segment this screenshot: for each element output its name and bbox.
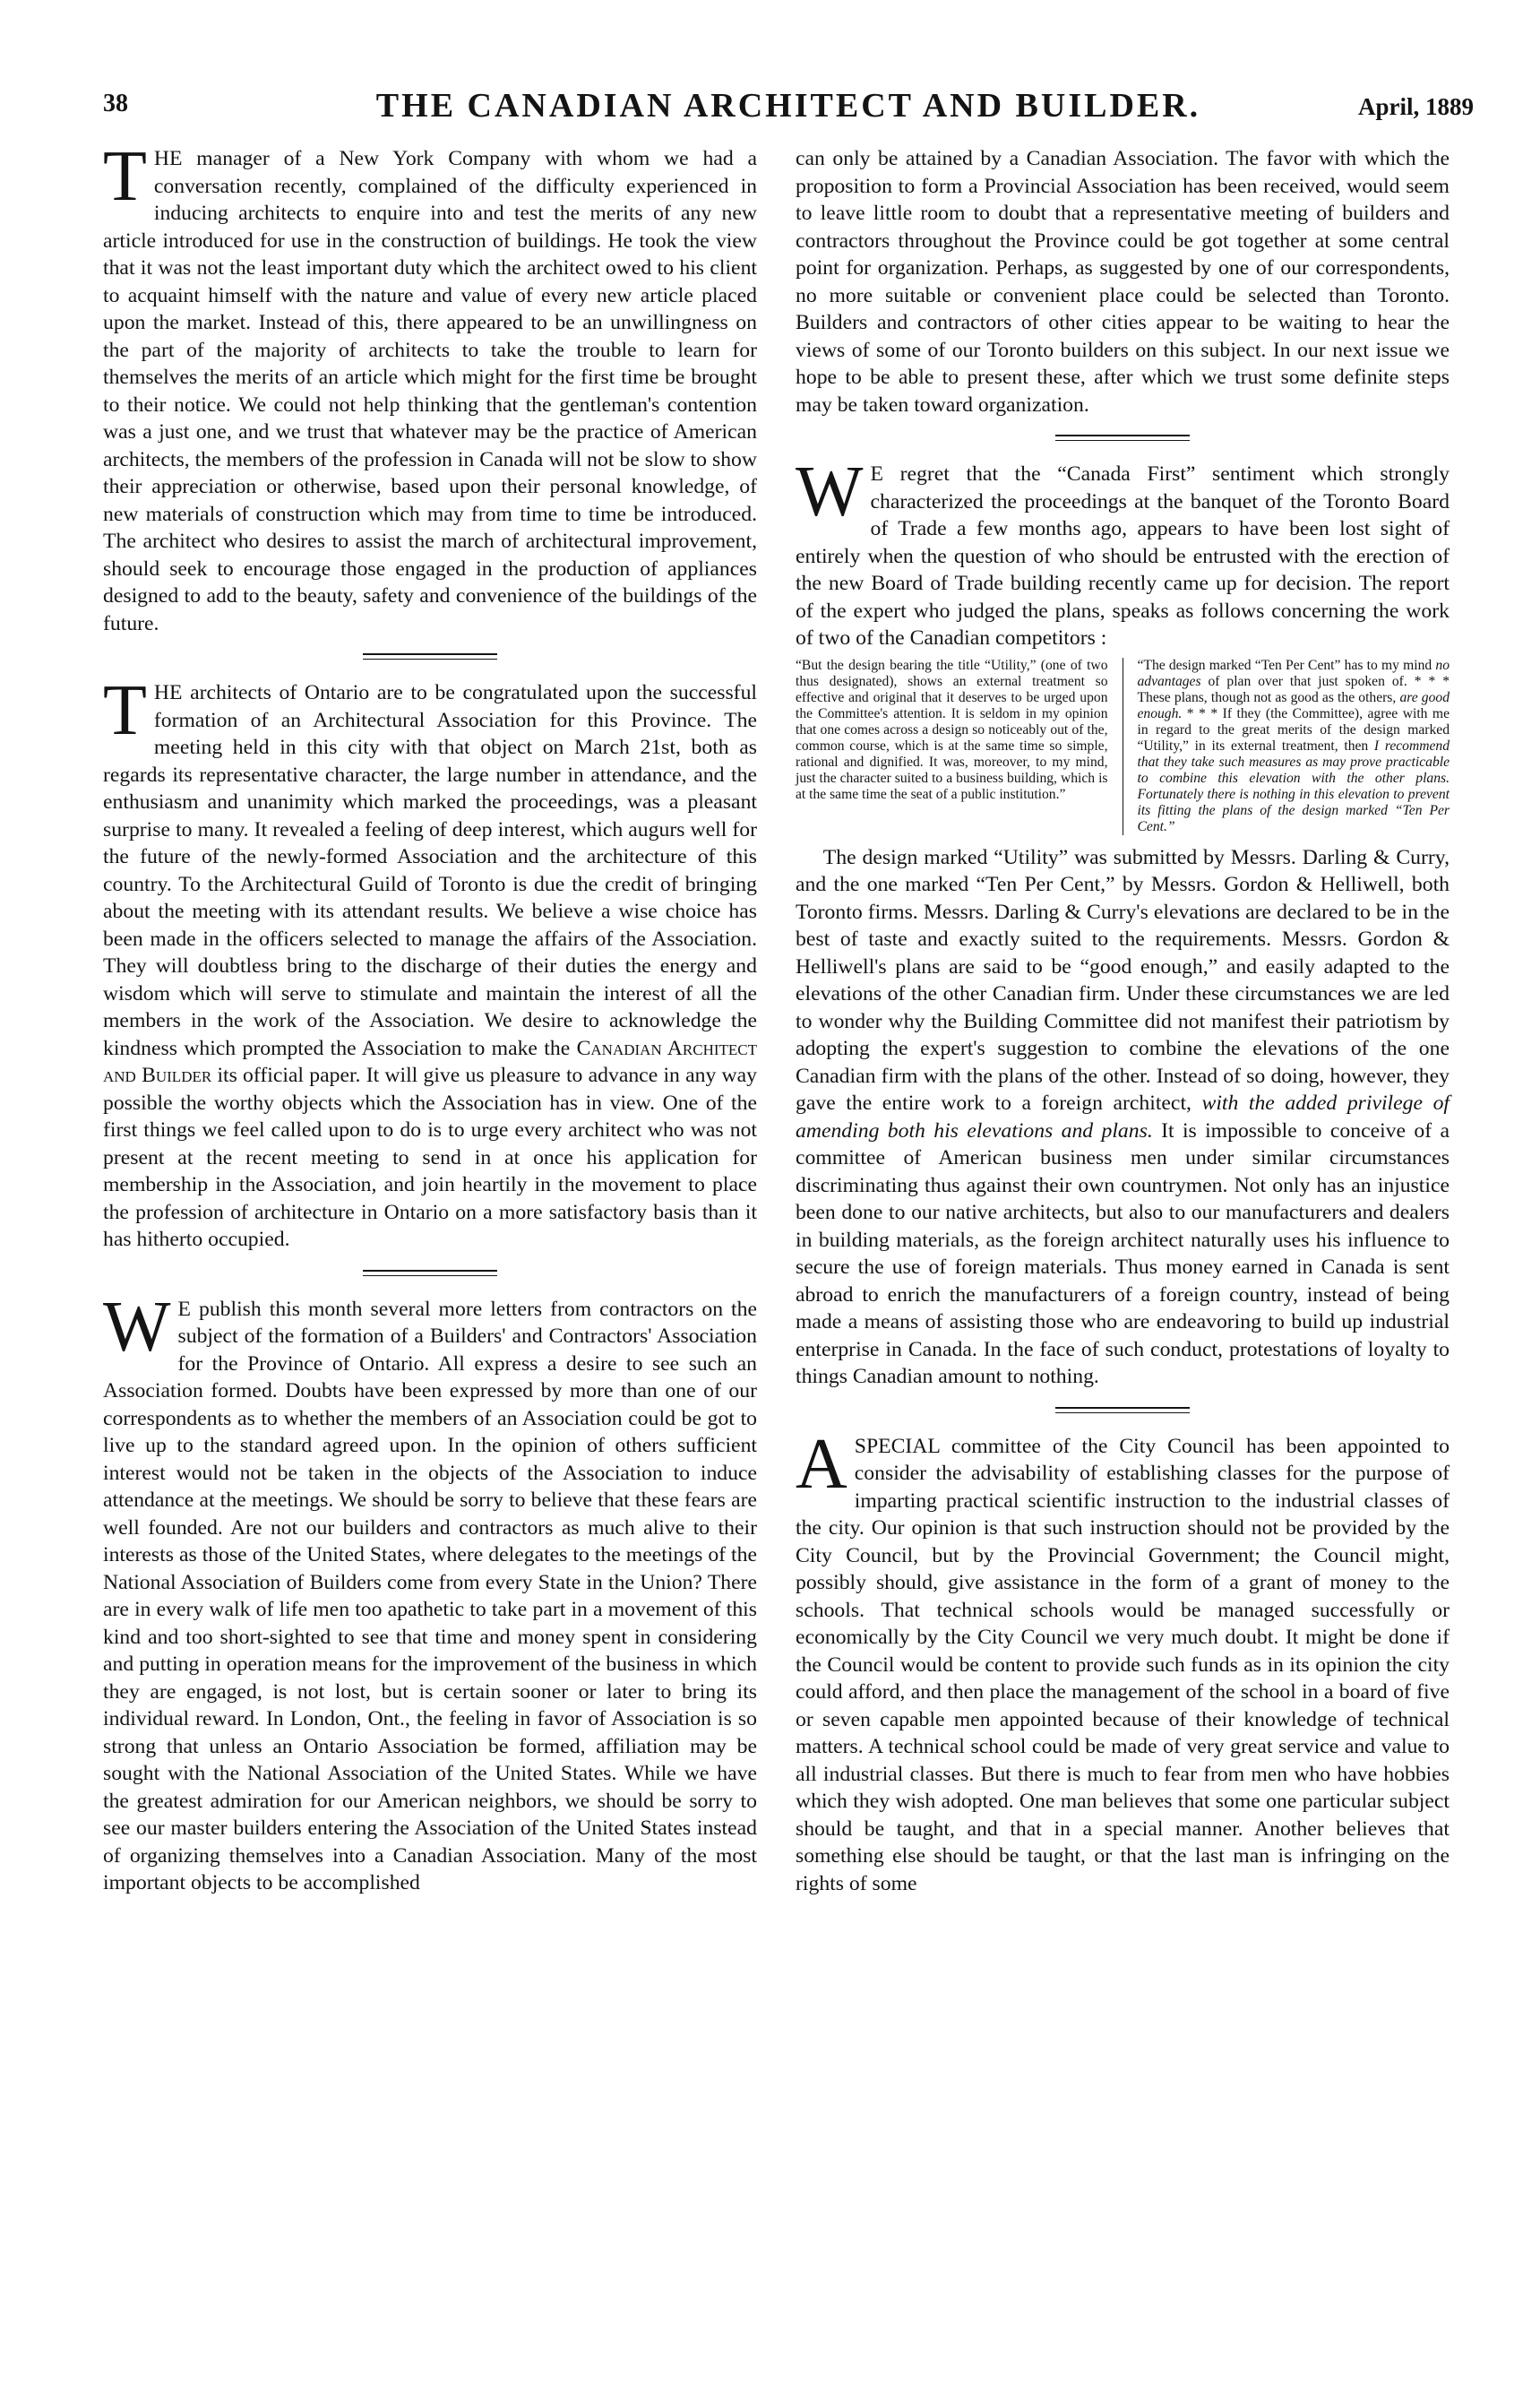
masthead-title: THE CANADIAN ARCHITECT AND BUILDER. [375, 87, 1201, 125]
section-divider [363, 1270, 497, 1276]
drop-cap: W [796, 453, 864, 531]
drop-cap: T [103, 137, 147, 216]
page-header [103, 86, 1474, 131]
editorial-builders-association: W E publish this month several more letters from contractors on the subject of the formation of a Builders' and Contractors' Association for the Province of Ontario. All express a desire to see such an Association formed. Doubts have been expressed by more than one of our correspondents as to whether the members of an Association could be got to live up to the standard agreed upon. In the opinion of others sufficient interest would not be taken in the objects of the Association to induce attendance at the meetings. We should be sorry to believe that these fears are well founded. Are not our builders and contractors as much alive to their interests as those of the United States, where delegates to the meetings of the National Association of Builders come from every State in the Union? There are in every walk of life men too apathetic to take part in a movement of this kind and too short-sighted to see that time and money spent in considering and putting in operation means for the improvement of the business in which they are engaged, is not lost, but is certain sooner or later to bring its individual reward. In London, Ont., the feeling in favor of Association is so strong that unless an Ontario Association be formed, affiliation may be sought with the National Association of the United States. While we have the greatest admiration for our American neighbors, we should be sorry to see our master builders entering the Association of the United States instead of organizing themselves into a Canadian Association. Many of the most important objects to be accomplished [103, 1287, 757, 1894]
editorial-technical-schools: ASPECIAL committee of the City Council has been appointed to consider the advisability of establishing classes for the purpose of imparting practical scientific instruction to the industrial classes of the city. Our opinion is that such instruction should not be provided by the City Council, but by the Provincial Government; the Council might, possibly should, give assistance in the form of a grant of money to the schools. That technical schools would be managed successfully or economically by the City Council we very much doubt. It might be done if the Council would be content to provide such funds as in its opinion the city could afford, and then place the management of the school in a board of five or seven capable men appointed because of their knowledge of technical matters. A technical school could be made of very great service and value to all industrial classes. But there is much to fear from men who have hobbies which they wish adopted. One man believes that some one particular subject should be taught, and that in a special manner. Another believes that something else should be taught, or that the last man is infringing on the rights of some [796, 1424, 1450, 1895]
quote-utility: “But the design bearing the title “Utility,” (one of two thus designated), shows an external treatment so effective and original that it deserves to be urged upon the Committee's attention. It is seldom in my opinion that one comes across a design so noticeably out of the, common course, which is at the same time so simple, rational and dignified. It was, moreover, to my mind, just the character suited to a business building, which is at the same time the seat of a public institution.” [796, 657, 1108, 802]
left-column [103, 137, 758, 1897]
editorial-builders-association-continued: can only be attained by a Canadian Association. The favor with which the proposition to form a Provincial Association has been received, would seem to leave little room to doubt that a representative meeting of builders and contractors throughout the Province could be got together at some central point for organization. Perhaps, as suggested by one of our correspondents, no more suitable or convenient place could be selected than Toronto. Builders and contractors of other cities appear to be waiting to hear the views of some of our Toronto builders on this subject. In our next issue we hope to be able to present these, after which we trust some definite steps may be taken toward organization. [796, 147, 1450, 417]
expert-report-quotes [796, 658, 1450, 835]
issue-date: April, 1889 [1357, 93, 1474, 120]
section-divider [363, 653, 497, 660]
right-column [796, 145, 1450, 1897]
editorial-canada-first: W E regret that the “Canada First” sentiment which strongly characterized the proceedings at the banquet of the Toronto Board of Trade a few months ago, appears to have been lost sight of entirely when the question of who should be entrusted with the erection of the new Board of Trade building recently came up for decision. The report of the expert who judged the plans, speaks as follows concerning the work of two of the Canadian competitors : [796, 453, 1450, 650]
page-number: 38 [103, 90, 128, 117]
drop-cap: W [103, 1287, 171, 1367]
journal-name: Canadian Architect and Builder [103, 1036, 757, 1087]
section-divider [1055, 435, 1190, 441]
drop-cap: A [796, 1424, 847, 1504]
editorial-architectural-association: THE architects of Ontario are to be congratulated upon the successful formation of an Architectural Association for this Province. The meeting held in this city with that object on March 21st, both as regards its representative character, the large number in attendance, and the enthusiasm and unanimity which marked the proceedings, was a pleasant surprise to many. It revealed a feeling of deep interest, which augurs well for the future of the newly-formed Association and the architecture of this country. To the Architectural Guild of Toronto is due the credit of bringing about the meeting with its attendant results. We believe a wise choice has been made in the officers selected to manage the affairs of the Association. They will doubtless bring to the discharge of their duties the energy and wisdom which will serve to stimulate and maintain the interest of all the members in the work of the Association. We desire to acknowledge the kindness which prompted the Association to make the Canadian Architect and Builder its official paper. It will give us pleasure to advance in any way possible the worthy objects which the Association has in view. One of the first things we feel called upon to do is to urge every architect who was not present at the recent meeting to send in at once his application for membership in the Association, and join heartily in the movement to place the profession of architecture in Ontario on a more satisfactory basis than it has hitherto occupied. [103, 671, 758, 1251]
quote-ten-per-cent: “The design marked “Ten Per Cent” has to my mind no advantages of plan over that just spoken of. * * * These plans, though not as good as the others, are good enough. * * * If they (the Committee), agree with me in regard to the great merits of the design marked “Utility,” in its external treatment, then I recommend that they take such measures as may prove practicable to combine this elevation with the other plans. Fortunately there is nothing in this elevation to prevent its fitting the plans of the design marked “Ten Per Cent.” [1137, 657, 1450, 834]
editorial-design-utility: The design marked “Utility” was submitted by Messrs. Darling & Curry, and the one marked “Ten Per Cent,” by Messrs. Gordon & Helliwell, both Toronto firms. Messrs. Darling & Curry's elevations are declared to be in the best of taste and exactly suited to the requirements. Messrs. Gordon & Helliwell's plans are said to be “good enough,” and easily adapted to the elevations of the other Canadian firm. Under these circumstances we are led to wonder why the Building Committee did not manifest their patriotism by adopting the expert's suggestion to combine the elevations of the one Canadian firm with the plans of the other. Instead of so doing, however, they gave the entire work to a foreign architect, with the added privilege of amending both his elevations and plans. It is impossible to conceive of a committee of American business men under similar circumstances discriminating thus against their own countrymen. Not only has an injustice been done to our native architects, but also to our manufacturers and dealers in building materials, as the foreign architect naturally uses his influence to secure the use of foreign materials. Thus money earned in Canada is sent abroad to enrich the manufacturers of a foreign country, instead of being made a means of assisting those who are endeavoring to build up industrial enterprise in Canada. In the face of such conduct, protestations of loyalty to things Canadian amount to nothing. [796, 845, 1450, 1388]
editorial-new-york-company: THE manager of a New York Company with whom we had a conversation recently, complained of the difficulty experienced in inducing architects to enquire into and test the merits of any new article introduced for use in the construction of buildings. He took the view that it was not the least important duty which the architect owed to his client to acquaint himself with the nature and value of every new article placed upon the market. Instead of this, there appeared to be an unwillingness on the part of the majority of architects to take the trouble to learn for themselves the merits of an article which might for the first time be brought to their notice. We could not help thinking that the gentleman's contention was a just one, and we trust that whatever may be the practice of American architects, the members of the profession in Canada will not be slow to show their appreciation or otherwise, based upon their personal knowledge, of new materials of construction which may from time to time be introduced. The architect who desires to assist the march of architectural improvement, should seek to encourage those engaged in the production of appliances designed to add to the beauty, safety and convenience of the buildings of the future. [103, 137, 757, 635]
section-divider [1055, 1407, 1190, 1413]
drop-cap: T [103, 671, 147, 750]
